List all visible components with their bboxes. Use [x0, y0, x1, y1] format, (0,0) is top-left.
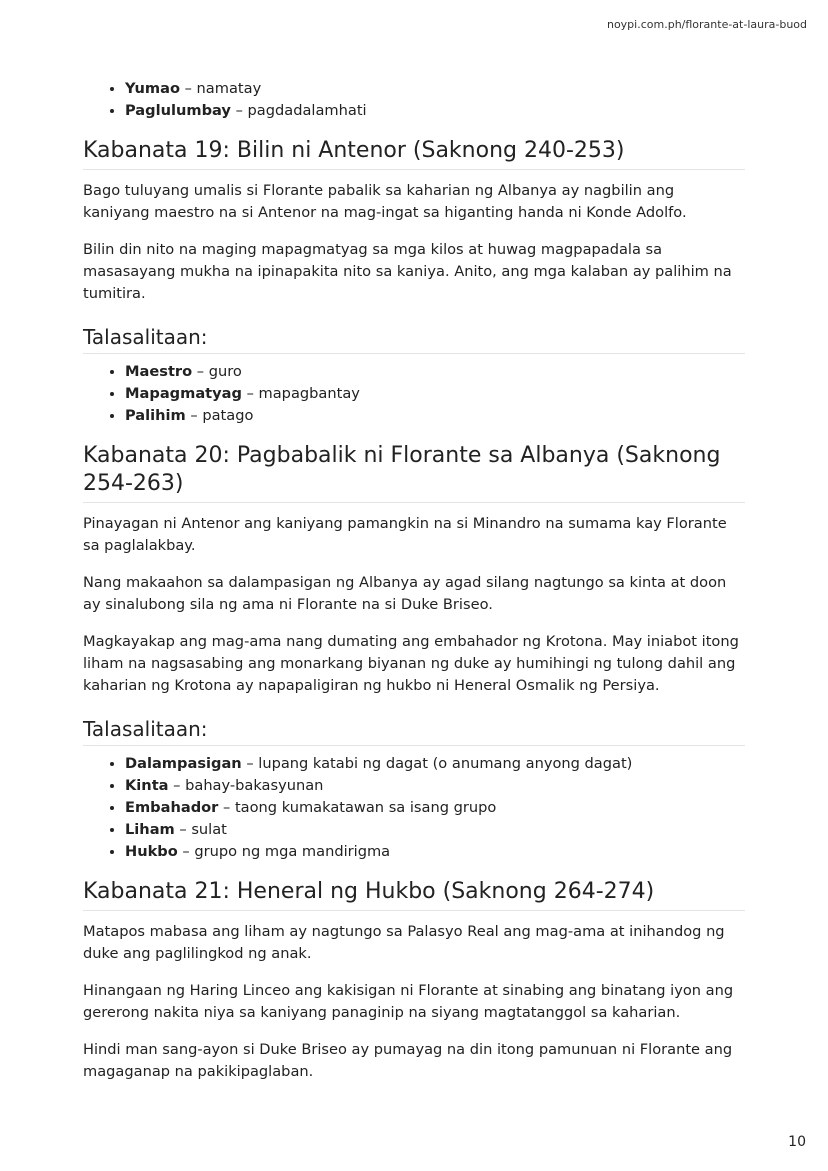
list-item: [125, 405, 745, 427]
paragraph: Bago tuluyang umalis si Florante pabalik sa kaharian ng Albanya ay nagbilin ang kaniyang maestro na si Antenor na mag-ingat sa higanting handa ni Konde Adolfo.: [83, 182, 687, 221]
vocab-heading: Talasalitaan:: [83, 324, 745, 354]
vocab-heading: Talasalitaan:: [83, 716, 745, 746]
intro-term-list: [83, 78, 745, 122]
vocab-list: [83, 753, 745, 863]
list-item: [125, 775, 745, 797]
term: Yumao: [125, 80, 180, 97]
definition: – namatay: [179, 80, 262, 97]
source-url: noypi.com.ph/florante-at-laura-buod: [606, 18, 807, 31]
definition: – pagdadalamhati: [230, 102, 367, 119]
list-item: [125, 797, 745, 819]
definition: – bahay-bakasyunan: [168, 777, 324, 794]
definition: – lupang katabi ng dagat (o anumang anyong dagat): [241, 755, 633, 772]
paragraph: Matapos mabasa ang liham ay nagtungo sa Palasyo Real ang mag-ama at inihandog ng duke ang paglilingkod ng anak.: [83, 923, 725, 962]
section-heading: Kabanata 19: Bilin ni Antenor (Saknong 240-253): [83, 137, 745, 170]
term: Kinta: [125, 777, 169, 794]
paragraph: Magkayakap ang mag-ama nang dumating ang embahador ng Krotona. May iniabot itong liham na nagsasabing ang monarkang biyanan ng duke ay humihingi ng tulong dahil ang kaharian ng Krotona ay napapaligiran ng hukbo ni Heneral Osmalik ng Persiya.: [83, 633, 739, 694]
list-item: [125, 819, 745, 841]
page-number: 10: [788, 1134, 806, 1150]
term: Mapagmatyag: [125, 385, 242, 402]
list-item: [125, 383, 745, 405]
section-heading: Kabanata 21: Heneral ng Hukbo (Saknong 264-274): [83, 878, 745, 911]
list-item: [125, 361, 745, 383]
term: Paglulumbay: [125, 102, 231, 119]
definition: – patago: [185, 407, 254, 424]
section-heading: Kabanata 20: Pagbabalik ni Florante sa Albanya (Saknong 254-263): [83, 442, 745, 503]
definition: – guro: [192, 363, 242, 380]
page-content: [83, 78, 745, 1083]
list-item: [125, 78, 745, 100]
term: Dalampasigan: [125, 755, 242, 772]
term: Maestro: [125, 363, 193, 380]
list-item: [125, 100, 745, 122]
definition: – taong kumakatawan sa isang grupo: [218, 799, 497, 816]
list-item: [125, 841, 745, 863]
paragraph: Hinangaan ng Haring Linceo ang kakisigan ni Florante at sinabing ang binatang iyon ang gererong nakita niya sa kaniyang panaginip na siyang magtatanggol sa kaharian.: [83, 982, 734, 1021]
paragraph: Pinayagan ni Antenor ang kaniyang pamangkin na si Minandro na sumama kay Florante sa paglalakbay.: [83, 515, 727, 554]
term: Palihim: [125, 407, 186, 424]
paragraph: Hindi man sang-ayon si Duke Briseo ay pumayag na din itong pamunuan ni Florante ang magaganap na pakikipaglaban.: [83, 1041, 733, 1080]
term: Hukbo: [125, 843, 178, 860]
list-item: [125, 753, 745, 775]
term: Embahador: [125, 799, 219, 816]
term: Liham: [125, 821, 175, 838]
paragraph: Bilin din nito na maging mapagmatyag sa mga kilos at huwag magpapadala sa masasayang mukha na ipinapakita nito sa kaniya. Anito, ang mga kalaban ay palihim na tumitira.: [83, 241, 732, 302]
definition: – sulat: [174, 821, 227, 838]
paragraph: Nang makaahon sa dalampasigan ng Albanya ay agad silang nagtungo sa kinta at doon ay sinalubong sila ng ama ni Florante na si Duke Briseo.: [83, 574, 727, 613]
definition: – grupo ng mga mandirigma: [177, 843, 391, 860]
vocab-list: [83, 361, 745, 427]
definition: – mapagbantay: [241, 385, 360, 402]
